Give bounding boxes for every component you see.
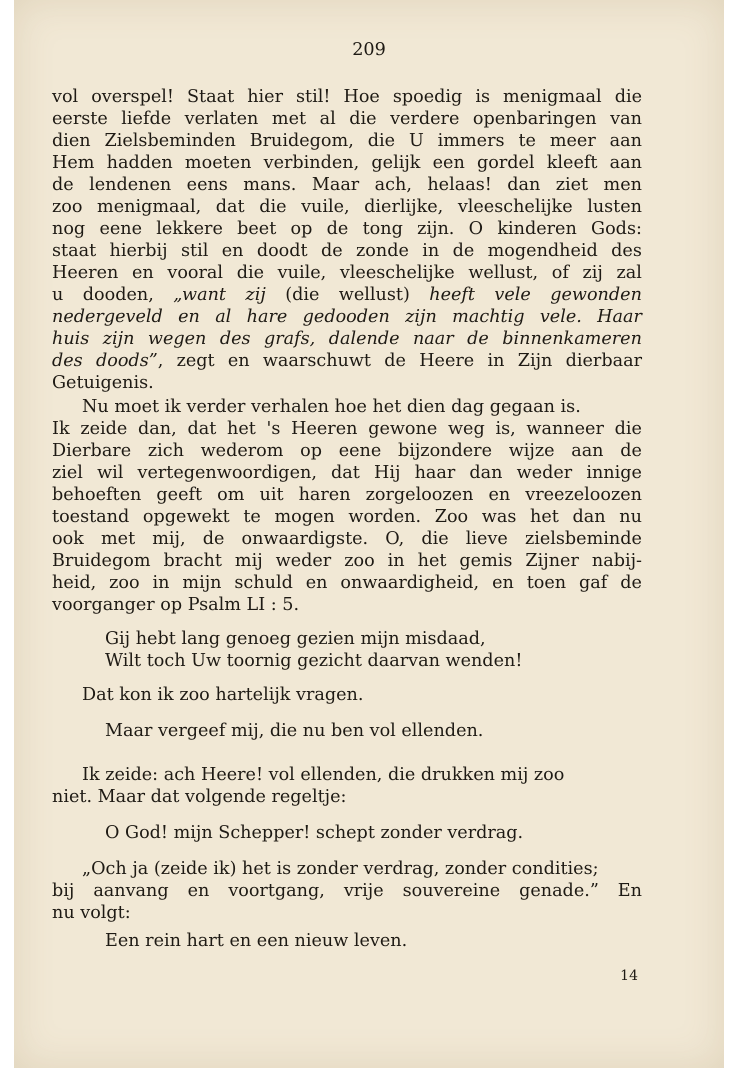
text-line: bij aanvang en voortgang, vrije souvereine genade.” En: [52, 881, 642, 901]
book-page: [14, 0, 724, 1068]
text-line: Heeren en vooral die vuile, vleeschelijke wellust, of zij zal: [52, 263, 642, 283]
paragraph-start-line: Ik zeide: ach Heere! vol ellenden, die drukken mij zoo: [82, 765, 565, 785]
signature-mark: 14: [620, 968, 638, 984]
italic-quote-line: huis zijn wegen des grafs, dalende naar de binnenkameren: [52, 329, 642, 349]
text-line: staat hierbij stil en doodt de zonde in de mogendheid des: [52, 241, 642, 261]
text-line: toestand opgewekt te mogen worden. Zoo was het dan nu: [52, 507, 642, 527]
text-line: u dooden, „want zij (die wellust) heeft vele gewonden: [52, 285, 642, 305]
psalm-verse-line: O God! mijn Schepper! schept zonder verdrag.: [105, 823, 524, 843]
text-line: vol overspel! Staat hier stil! Hoe spoedig is menigmaal die: [52, 87, 642, 107]
text-line: eerste liefde verlaten met al die verdere openbaringen van: [52, 109, 642, 129]
text-line: des doods”, zegt en waarschuwt de Heere in Zijn dierbaar: [52, 351, 642, 371]
psalm-verse-line: Gij hebt lang genoeg gezien mijn misdaad,: [105, 629, 486, 649]
text-line: voorganger op Psalm LI : 5.: [52, 595, 300, 615]
text-line: nog eene lekkere beet op de tong zijn. O kinderen Gods:: [52, 219, 642, 239]
text-line: Bruidegom bracht mij weder zoo in het gemis Zijner nabij-: [52, 551, 642, 571]
text-line: Getuigenis.: [52, 373, 154, 393]
text-line: de lendenen eens mans. Maar ach, helaas! dan ziet men: [52, 175, 642, 195]
psalm-verse-line: Een rein hart en een nieuw leven.: [105, 931, 408, 951]
page-number: 209: [352, 40, 386, 60]
text-line: Dierbare zich wederom op eene bijzondere wijze aan de: [52, 441, 642, 461]
psalm-verse-line: Maar vergeef mij, die nu ben vol ellenden.: [105, 721, 484, 741]
psalm-verse-line: Wilt toch Uw toornig gezicht daarvan wenden!: [105, 651, 523, 671]
text-line: ook met mij, de onwaardigste. O, die lieve zielsbeminde: [52, 529, 642, 549]
italic-quote-line: nedergeveld en al hare gedooden zijn machtig vele. Haar: [52, 307, 642, 327]
text-line: dien Zielsbeminden Bruidegom, die U immers te meer aan: [52, 131, 642, 151]
text-line: Hem hadden moeten verbinden, gelijk een gordel kleeft aan: [52, 153, 642, 173]
text-line: zoo menigmaal, dat die vuile, dierlijke, vleeschelijke lusten: [52, 197, 642, 217]
paragraph-start-line: Nu moet ik verder verhalen hoe het dien dag gegaan is.: [82, 397, 581, 417]
paragraph-start-line: Dat kon ik zoo hartelijk vragen.: [82, 685, 364, 705]
paragraph-start-line: „Och ja (zeide ik) het is zonder verdrag, zonder condities;: [82, 859, 599, 879]
text-line: niet. Maar dat volgende regeltje:: [52, 787, 347, 807]
text-line: nu volgt:: [52, 903, 131, 923]
text-line: Ik zeide dan, dat het 's Heeren gewone weg is, wanneer die: [52, 419, 642, 439]
text-line: behoeften geeft om uit haren zorgeloozen en vreezeloozen: [52, 485, 642, 505]
text-line: heid, zoo in mijn schuld en onwaardigheid, en toen gaf de: [52, 573, 642, 593]
text-line: ziel wil vertegenwoordigen, dat Hij haar dan weder innige: [52, 463, 642, 483]
